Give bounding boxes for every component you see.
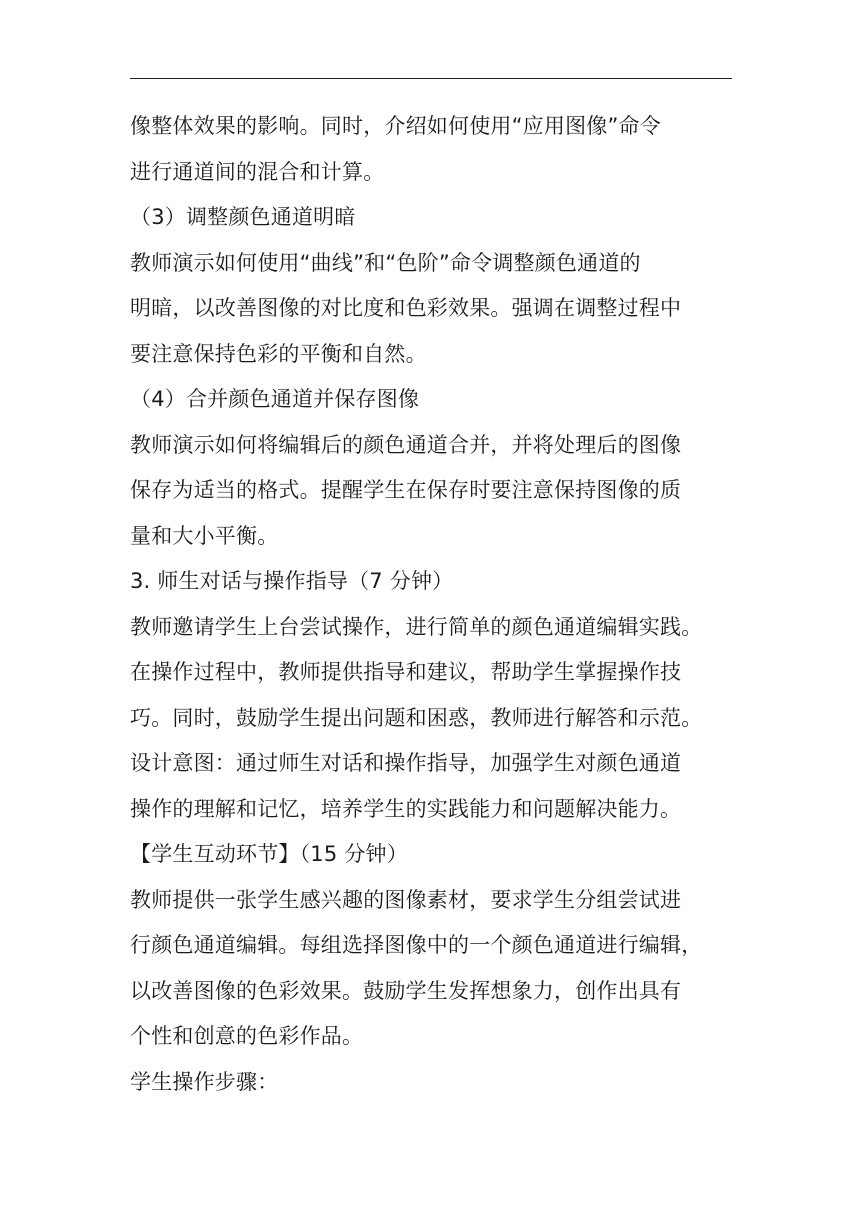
text-line-22: 学生操作步骤： (130, 1070, 279, 1094)
text-line-9: 保存为适当的格式。提醒学生在保存时要注意保持图像的质 (130, 478, 682, 502)
text-line-4: 教师演示如何使用“曲线”和“色阶”命令调整颜色通道的 (130, 251, 641, 275)
text-line-8: 教师演示如何将编辑后的颜色通道合并，并将处理后的图像 (130, 433, 682, 457)
text-line-10: 量和大小平衡。 (130, 524, 279, 548)
section-heading-4: （4）合并颜色通道并保存图像 (130, 387, 420, 411)
header-rule (130, 78, 732, 79)
text-line-12: 教师邀请学生上台尝试操作，进行简单的颜色通道编辑实践。 (130, 615, 703, 639)
text-line-16: 操作的理解和记忆，培养学生的实践能力和问题解决能力。 (130, 797, 682, 821)
section-heading-3: （3）调整颜色通道明暗 (130, 205, 356, 229)
text-line-20: 以改善图像的色彩效果。鼓励学生发挥想象力，创作出具有 (130, 979, 682, 1003)
text-line-19: 行颜色通道编辑。每组选择图像中的一个颜色通道进行编辑， (130, 933, 703, 957)
text-line-18: 教师提供一张学生感兴趣的图像素材，要求学生分组尝试进 (130, 888, 682, 912)
text-line-1: 像整体效果的影响。同时，介绍如何使用“应用图像”命令 (130, 114, 661, 138)
text-line-6: 要注意保持色彩的平衡和自然。 (130, 342, 427, 366)
section-heading-dialog: 3. 师生对话与操作指导（7 分钟） (130, 569, 454, 593)
text-line-14: 巧。同时，鼓励学生提出问题和困惑，教师进行解答和示范。 (130, 706, 703, 730)
text-line-15: 设计意图：通过师生对话和操作指导，加强学生对颜色通道 (130, 751, 682, 775)
text-line-13: 在操作过程中，教师提供指导和建议，帮助学生掌握操作技 (130, 660, 682, 684)
section-heading-interaction: 【学生互动环节】（15 分钟） (130, 842, 408, 866)
text-line-21: 个性和创意的色彩作品。 (130, 1024, 364, 1048)
text-line-5: 明暗，以改善图像的对比度和色彩效果。强调在调整过程中 (130, 296, 682, 320)
text-line-2: 进行通道间的混合和计算。 (130, 160, 385, 184)
